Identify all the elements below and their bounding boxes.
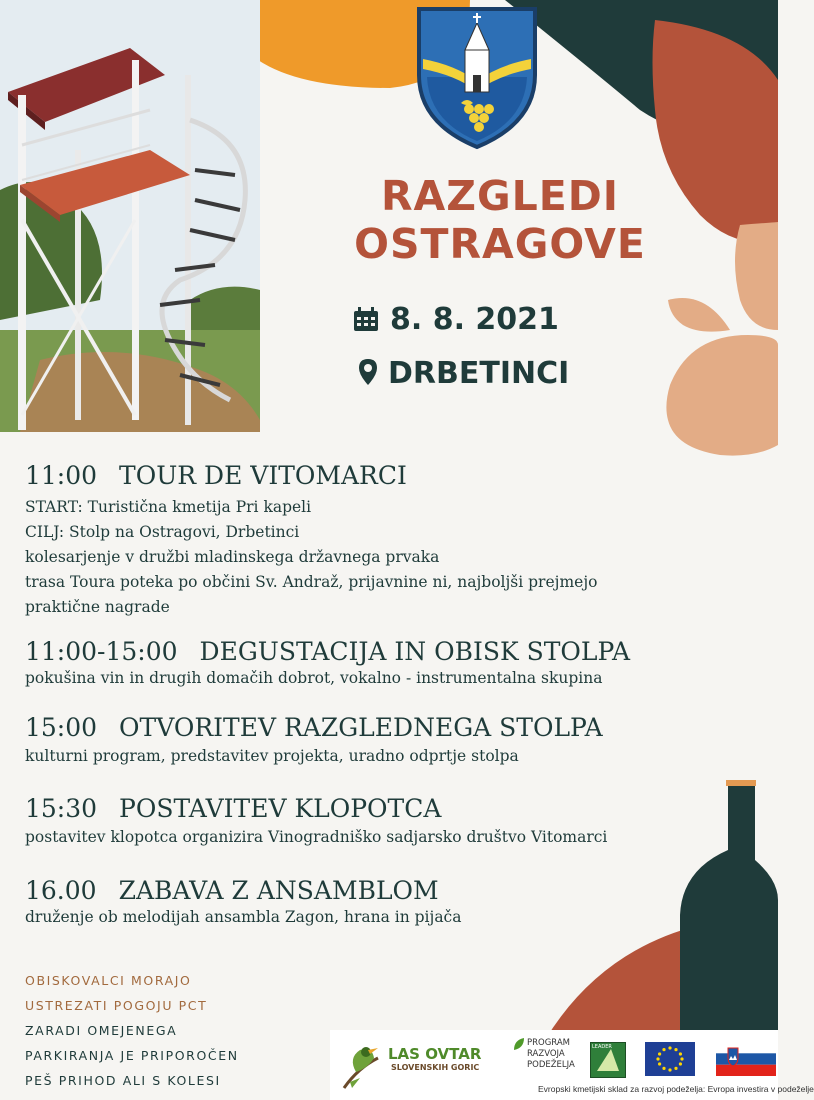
detail-line: druženje ob melodijah ansambla Zagon, hrana in pijača	[25, 908, 462, 926]
program-item-1-heading	[25, 461, 407, 491]
program-time: 11:00-15:00	[25, 637, 178, 666]
program-razvoja-text	[527, 1038, 575, 1071]
notice-line: PARKIRANJA JE PRIPOROČEN	[25, 1048, 239, 1063]
program-item-4-details	[25, 825, 607, 850]
program-time: 11:00	[25, 461, 98, 490]
program-line: PODEŽELJA	[527, 1060, 575, 1070]
program-name: POSTAVITEV KLOPOTCA	[119, 794, 442, 823]
program-item-3-heading	[25, 713, 603, 743]
detail-line: trasa Toura poteka po občini Sv. Andraž, prijavnine ni, najboljši prejmejo	[25, 573, 598, 591]
calendar-icon	[352, 306, 380, 332]
program-item-2-heading	[25, 637, 630, 667]
pct-notice	[25, 968, 207, 1018]
detail-line: postavitev klopotca organizira Vinogradniško sadjarsko društvo Vitomarci	[25, 828, 608, 846]
program-item-1-details	[25, 495, 597, 620]
las-ovtar-subtitle: SLOVENSKIH GORIC	[391, 1063, 480, 1072]
notice-line: PEŠ PRIHOD ALI S KOLESI	[25, 1073, 221, 1088]
event-date	[352, 302, 559, 338]
title-line-1: RAZGLEDI	[380, 172, 620, 220]
notice-line: ZARADI OMEJENEGA	[25, 1023, 178, 1038]
tower-photo	[0, 0, 260, 432]
rural-development-leaf-icon	[512, 1036, 526, 1052]
program-item-5-heading	[25, 876, 439, 906]
detail-line: START: Turistična kmetija Pri kapeli	[25, 498, 312, 516]
program-name: ZABAVA Z ANSAMBLOM	[118, 876, 439, 905]
detail-line: kulturni program, predstavitev projekta, uradno odprtje stolpa	[25, 747, 519, 765]
eu-flag-icon	[645, 1042, 695, 1076]
leader-label: LEADER	[592, 1044, 612, 1050]
las-ovtar-name: LAS OVTAR	[388, 1045, 482, 1063]
map-pin-icon	[358, 358, 378, 386]
detail-line: kolesarjenje v družbi mladinskega državnega prvaka	[25, 548, 440, 566]
notice-line: USTREZATI POGOJU PCT	[25, 998, 208, 1013]
program-time: 15:00	[25, 713, 98, 742]
program-item-5-details	[25, 905, 461, 930]
program-name: OTVORITEV RAZGLEDNEGA STOLPA	[119, 713, 603, 742]
date-text: 8. 8. 2021	[390, 302, 559, 337]
program-item-3-details	[25, 744, 519, 769]
program-item-2-details	[25, 666, 603, 691]
program-line: PROGRAM	[527, 1038, 571, 1048]
program-time: 16.00	[25, 876, 97, 905]
leader-logo	[590, 1042, 626, 1078]
event-location	[358, 356, 569, 392]
program-name: DEGUSTACIJA IN OBISK STOLPA	[199, 637, 631, 666]
title-line-2: OSTRAGOVE	[354, 220, 646, 268]
event-title	[300, 172, 700, 268]
location-text: DRBETINCI	[388, 356, 570, 391]
program-line: RAZVOJA	[527, 1049, 565, 1059]
notice-line: OBISKOVALCI MORAJO	[25, 973, 192, 988]
eu-fund-text: Evropski kmetijski sklad za razvoj podeželja: Evropa investira v podeželje	[538, 1084, 814, 1094]
program-item-4-heading	[25, 794, 441, 824]
detail-line: pokušina vin in drugih domačih dobrot, vokalno - instrumentalna skupina	[25, 669, 603, 687]
detail-line: CILJ: Stolp na Ostragovi, Drbetinci	[25, 523, 300, 541]
slovenian-flag-icon	[716, 1042, 776, 1076]
detail-line: praktične nagrade	[25, 598, 170, 616]
program-name: TOUR DE VITOMARCI	[119, 461, 407, 490]
program-time: 15:30	[25, 794, 98, 823]
las-ovtar-logo-icon	[338, 1038, 386, 1094]
coat-of-arms-icon	[415, 5, 539, 151]
observation-tower-illustration	[0, 0, 260, 432]
parking-notice	[25, 1018, 239, 1093]
